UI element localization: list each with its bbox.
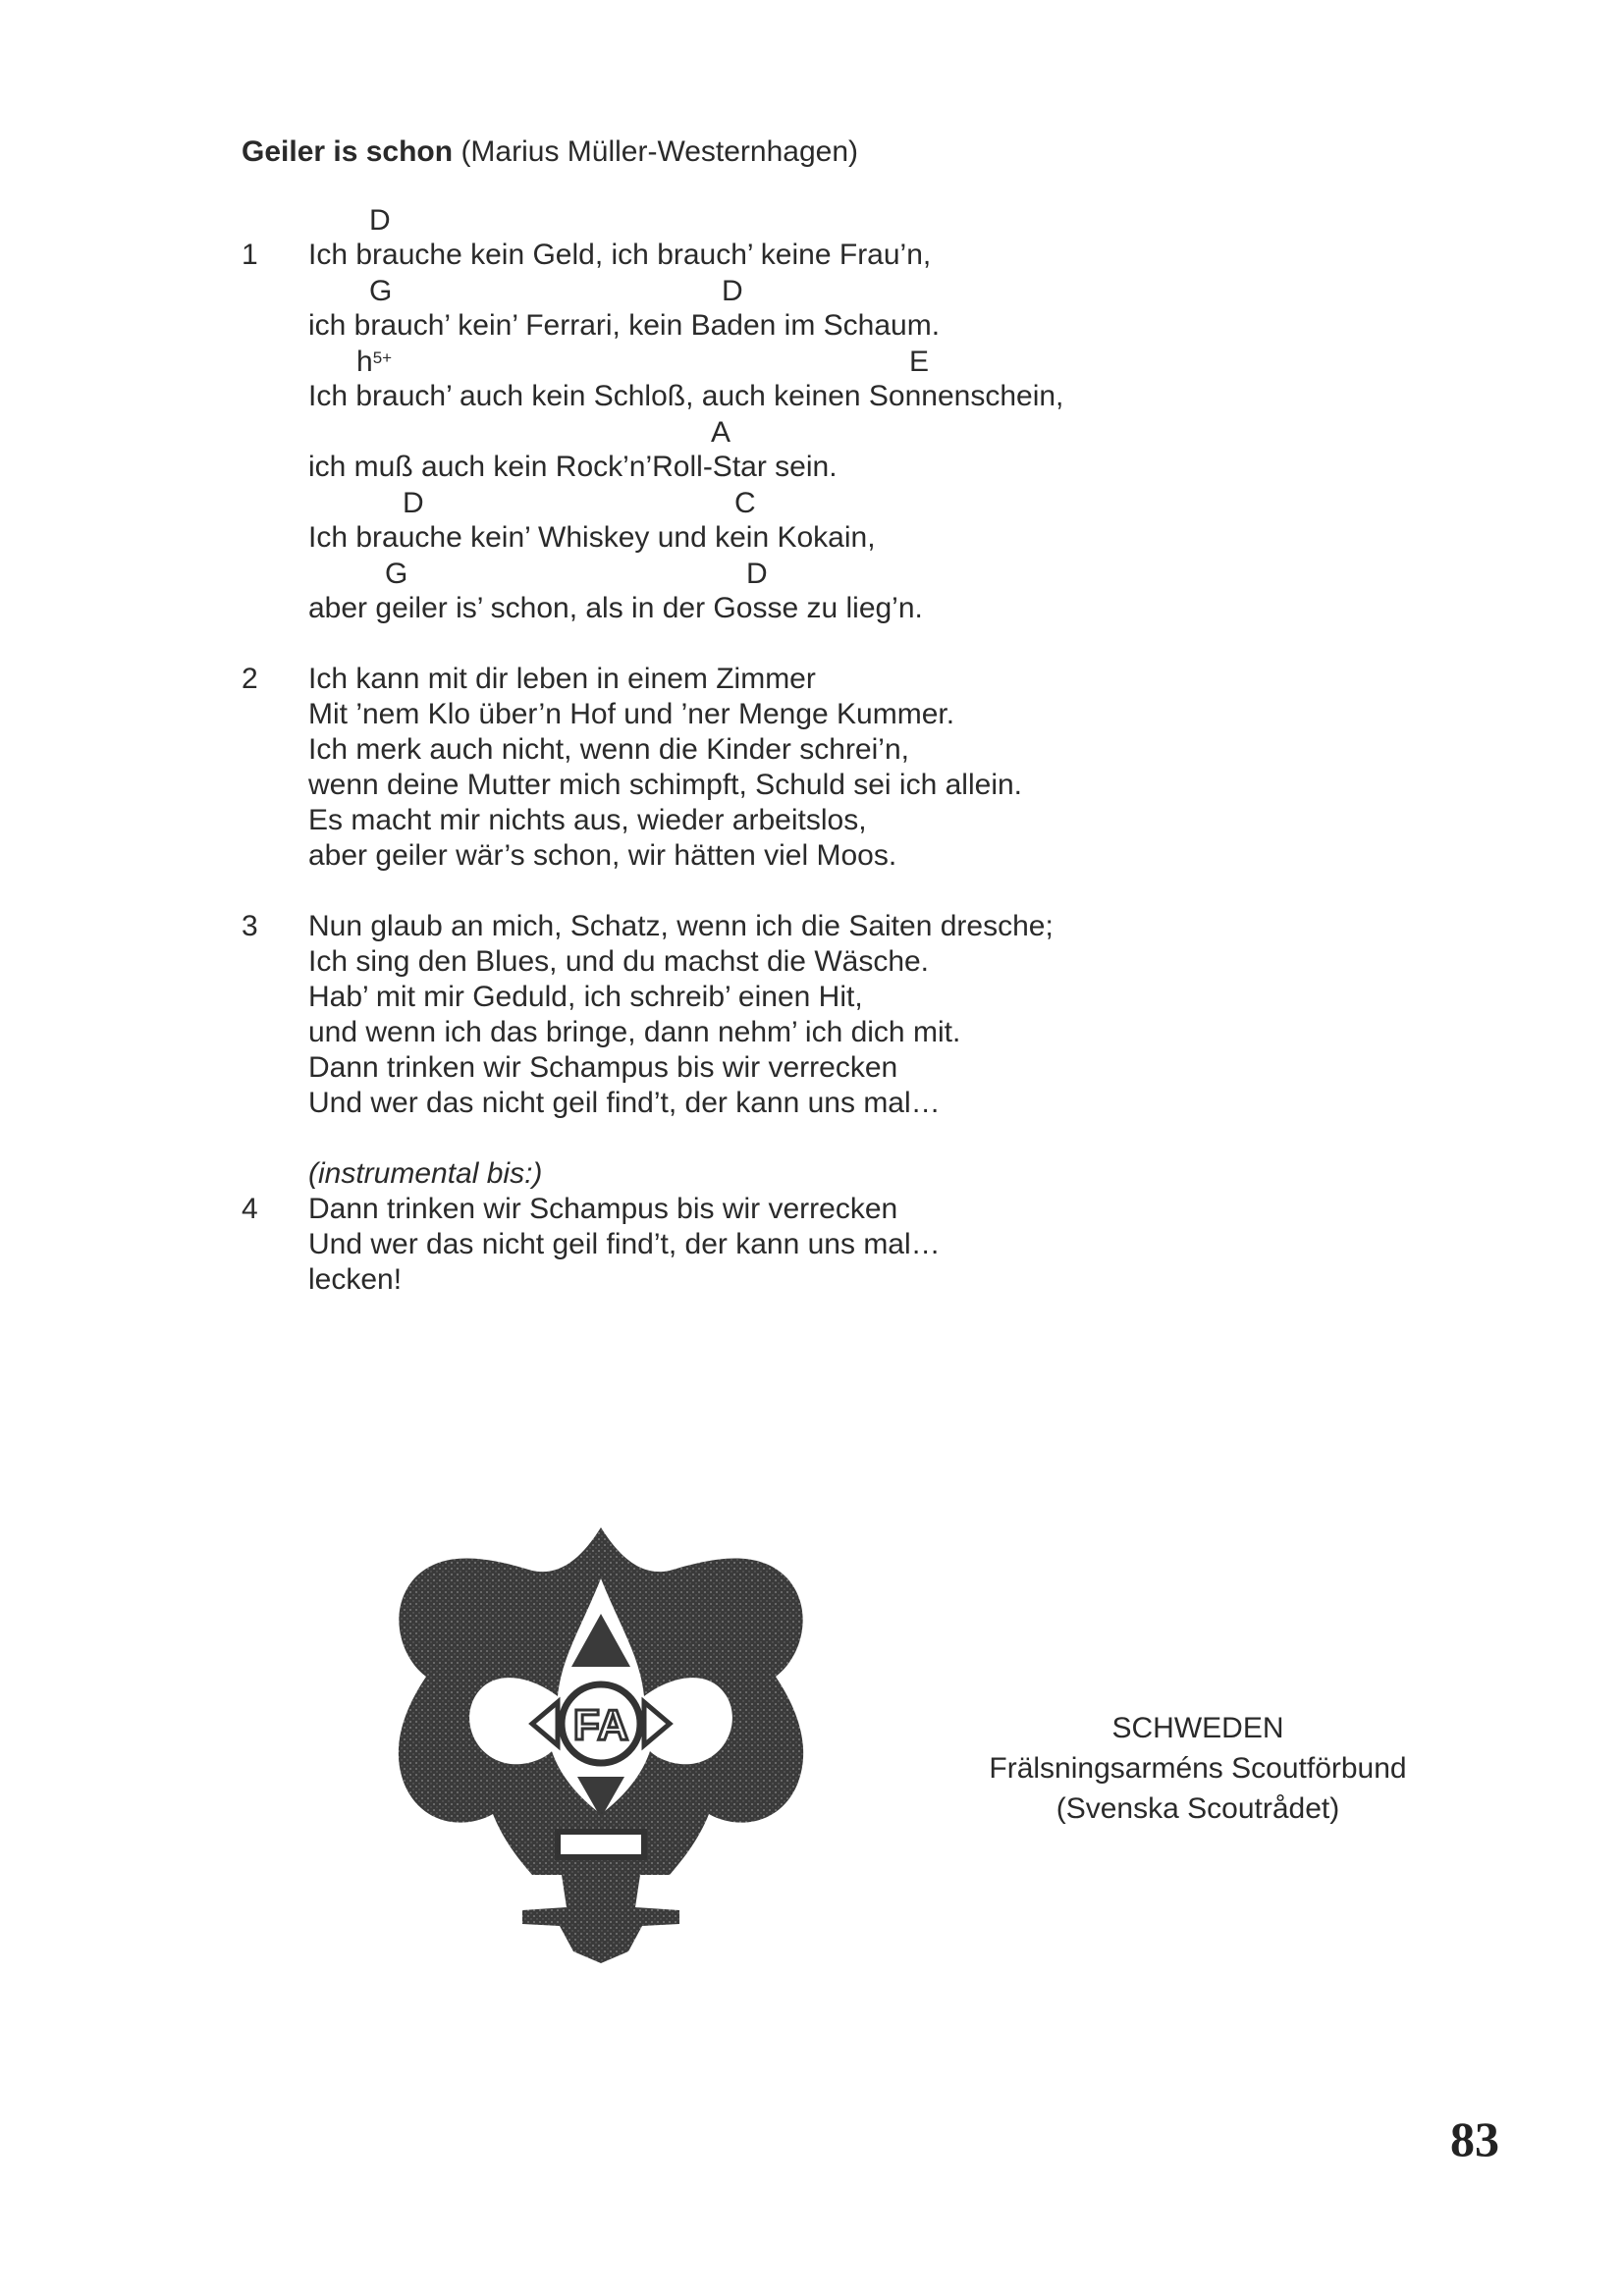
lyric-text: aber geiler wär’s schon, wir hätten viel Moos. [308, 839, 897, 872]
chord: D [746, 558, 768, 590]
lyric-line [242, 662, 1420, 697]
lyric-line [242, 520, 1420, 556]
lyric-line [242, 838, 1420, 874]
fleur-de-lis-icon [385, 1520, 817, 1969]
lyric-text: und wenn ich das bringe, dann nehm’ ich dich mit. [308, 1016, 961, 1048]
chord: G [385, 558, 408, 590]
song [242, 132, 1420, 1298]
lyric-line [242, 732, 1420, 768]
lyric-text: Es macht mir nichts aus, wieder arbeitslos, [308, 804, 867, 836]
lyric-text: Dann trinken wir Schampus bis wir verrecken [308, 1051, 898, 1084]
emblem-caption [923, 1708, 1473, 1829]
verse-number: 3 [242, 910, 258, 942]
emblem-band [558, 1832, 644, 1857]
song-author: (Marius Müller-Westernhagen) [460, 135, 859, 168]
lyric-text: wenn deine Mutter mich schimpft, Schuld sei ich allein. [308, 769, 1023, 801]
lyric-text: Dann trinken wir Schampus bis wir verrecken [308, 1193, 898, 1225]
lyric-text: ich muß auch kein Rock’n’Roll-Star sein. [308, 451, 838, 483]
lyric-text: Nun glaub an mich, Schatz, wenn ich die Saiten dresche; [308, 910, 1054, 942]
lyric-line [242, 591, 1420, 626]
scout-emblem [385, 1520, 817, 1969]
verse-number: 1 [242, 239, 258, 271]
chord-extension: 5+ [372, 348, 393, 367]
lyric-line [242, 980, 1420, 1015]
lyric-line [242, 803, 1420, 838]
lyric-text: Hab’ mit mir Geduld, ich schreib’ einen Hit, [308, 981, 863, 1013]
verse-2 [242, 662, 1420, 874]
lyric-line [242, 379, 1420, 414]
lyric-line [242, 1227, 1420, 1262]
page-number: 83 [1450, 2111, 1499, 2166]
caption-country: SCHWEDEN [1111, 1712, 1284, 1744]
lyric-line [242, 1086, 1420, 1121]
lyric-line [242, 238, 1420, 273]
chord: C [734, 487, 756, 519]
chord-row [242, 556, 1420, 591]
chord: A [711, 416, 731, 449]
chord: E [909, 346, 930, 378]
caption-org: Frälsningsarméns Scoutförbund [989, 1752, 1407, 1785]
lyric-line [242, 308, 1420, 344]
verse-number: 4 [242, 1193, 258, 1225]
instrumental-note [242, 1156, 1420, 1192]
lyric-text: aber geiler is’ schon, als in der Gosse zu lieg’n. [308, 592, 923, 624]
verse-3 [242, 909, 1420, 1121]
lyric-text: Ich kann mit dir leben in einem Zimmer [308, 663, 816, 695]
chord-row [242, 485, 1420, 520]
lyric-line [242, 1262, 1420, 1298]
chord: D [403, 487, 424, 519]
verse-4 [242, 1156, 1420, 1298]
chord-row [242, 273, 1420, 308]
lyric-text: Ich brauche kein’ Whiskey und kein Kokain, [308, 521, 876, 554]
song-title-line [242, 132, 1420, 173]
lyric-text: Und wer das nicht geil find’t, der kann uns mal… [308, 1228, 941, 1260]
lyric-line [242, 1192, 1420, 1227]
lyric-text: ich brauch’ kein’ Ferrari, kein Baden im Schaum. [308, 309, 941, 342]
chord-row [242, 202, 1420, 238]
lyric-text: Ich sing den Blues, und du machst die Wäsche. [308, 945, 930, 978]
lyric-line [242, 1050, 1420, 1086]
lyric-text: Ich brauche kein Geld, ich brauch’ keine Frau’n, [308, 239, 932, 271]
lyric-line [242, 944, 1420, 980]
lyric-line [242, 768, 1420, 803]
lyric-line [242, 909, 1420, 944]
chord [356, 346, 392, 379]
verse-number: 2 [242, 663, 258, 695]
lyric-line [242, 450, 1420, 485]
instrumental-note-text: (instrumental bis:) [308, 1157, 543, 1190]
chord-root: h [356, 346, 373, 378]
chord-row [242, 344, 1420, 379]
lyric-text: Ich merk auch nicht, wenn die Kinder schrei’n, [308, 733, 909, 766]
lyric-text: Mit ’nem Klo über’n Hof und ’ner Menge Kummer. [308, 698, 955, 730]
caption-parent: (Svenska Scoutrådet) [1055, 1792, 1340, 1825]
emblem-letters: FA [572, 1701, 629, 1749]
lyric-line [242, 697, 1420, 732]
chord-row [242, 414, 1420, 450]
song-title: Geiler is schon [242, 135, 454, 168]
lyric-line [242, 1015, 1420, 1050]
chord: D [722, 275, 743, 307]
lyric-text: lecken! [308, 1263, 403, 1296]
verse-1 [242, 202, 1420, 626]
lyric-text: Und wer das nicht geil find’t, der kann uns mal… [308, 1087, 941, 1119]
chord: G [369, 275, 393, 307]
lyric-text: Ich brauch’ auch kein Schloß, auch keinen Sonnenschein, [308, 380, 1064, 412]
chord: D [369, 204, 391, 237]
